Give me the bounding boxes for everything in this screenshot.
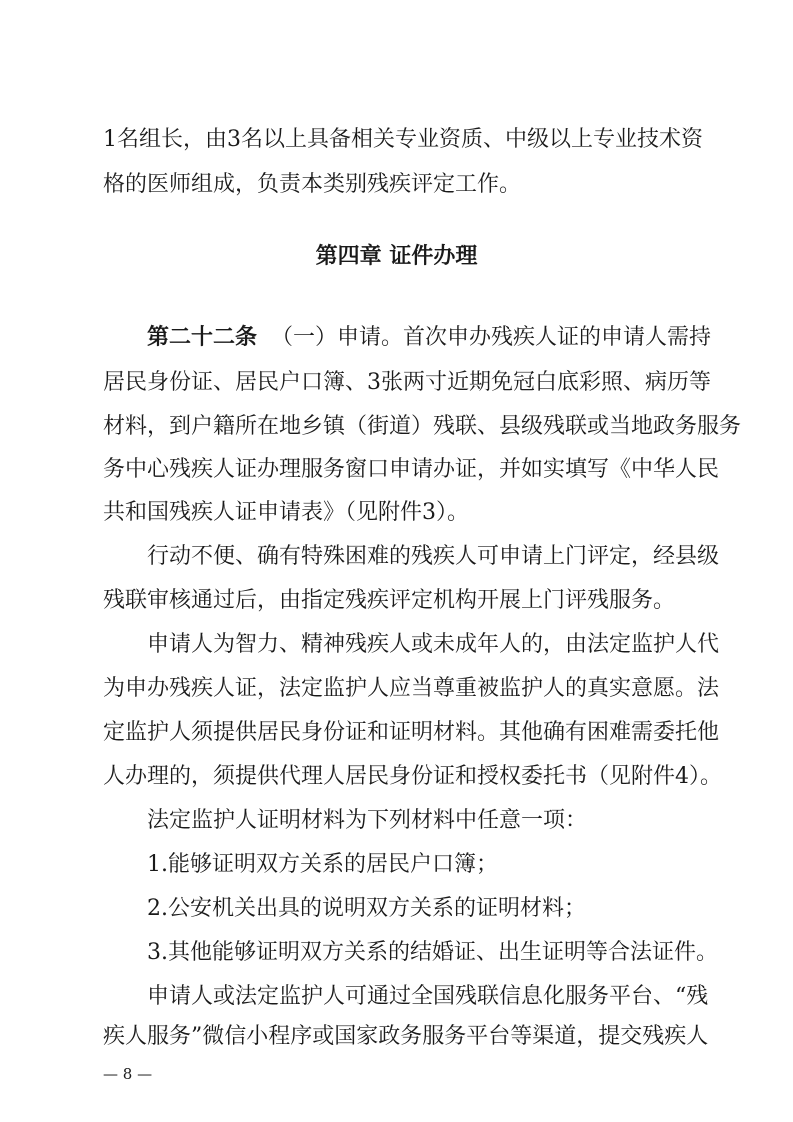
paragraph-line: 材料，到户籍所在地乡镇（街道）残联、县级残联或当地政务服务: [103, 414, 742, 439]
chapter-heading: 第四章 证件办理: [315, 244, 478, 269]
paragraph-line: 居民身份证、居民户口簿、3张两寸近期免冠白底彩照、病历等: [103, 370, 711, 395]
article-first-line: [103, 322, 712, 354]
paragraph-line: 人办理的，须提供代理人居民身份证和授权委托书（见附件4）。: [103, 764, 722, 789]
paragraph-line: 疾人服务”微信小程序或国家政务服务平台等渠道，提交残疾人: [103, 1024, 709, 1049]
paragraph-line: 残联审核通过后，由指定残疾评定机构开展上门评残服务。: [103, 588, 676, 613]
page-number: — 8 —: [103, 1065, 153, 1083]
paragraph-line: 法定监护人证明材料为下列材料中任意一项：: [147, 808, 588, 833]
paragraph-line: 1名组长，由3名以上具备相关专业资质、中级以上专业技术资: [103, 127, 703, 152]
paragraph-line: 申请人或法定监护人可通过全国残联信息化服务平台、“残: [147, 984, 709, 1009]
list-item: 3.其他能够证明双方关系的结婚证、出生证明等合法证件。: [147, 940, 718, 965]
list-item: 1.能够证明双方关系的居民户口簿；: [147, 852, 498, 877]
list-item: 2.公安机关出具的说明双方关系的证明材料；: [147, 896, 586, 921]
paragraph-line: 行动不便、确有特殊困难的残疾人可申请上门评定，经县级: [147, 544, 720, 569]
paragraph-line: 申请人为智力、精神残疾人或未成年人的，由法定监护人代: [147, 632, 720, 657]
paragraph-line: 共和国残疾人证申请表》（见附件3）。: [103, 500, 469, 525]
article-text: （一）申请。首次申办残疾人证的申请人需持: [271, 325, 712, 350]
paragraph-line: 为申办残疾人证，法定监护人应当尊重被监护人的真实意愿。法: [103, 676, 720, 701]
paragraph-line: 务中心残疾人证办理服务窗口申请办证，并如实填写《中华人民: [103, 457, 720, 482]
paragraph-line: 定监护人须提供居民身份证和证明材料。其他确有困难需委托他: [103, 720, 720, 745]
paragraph-line: 格的医师组成，负责本类别残疾评定工作。: [103, 172, 522, 197]
article-label: 第二十二条: [147, 325, 258, 350]
